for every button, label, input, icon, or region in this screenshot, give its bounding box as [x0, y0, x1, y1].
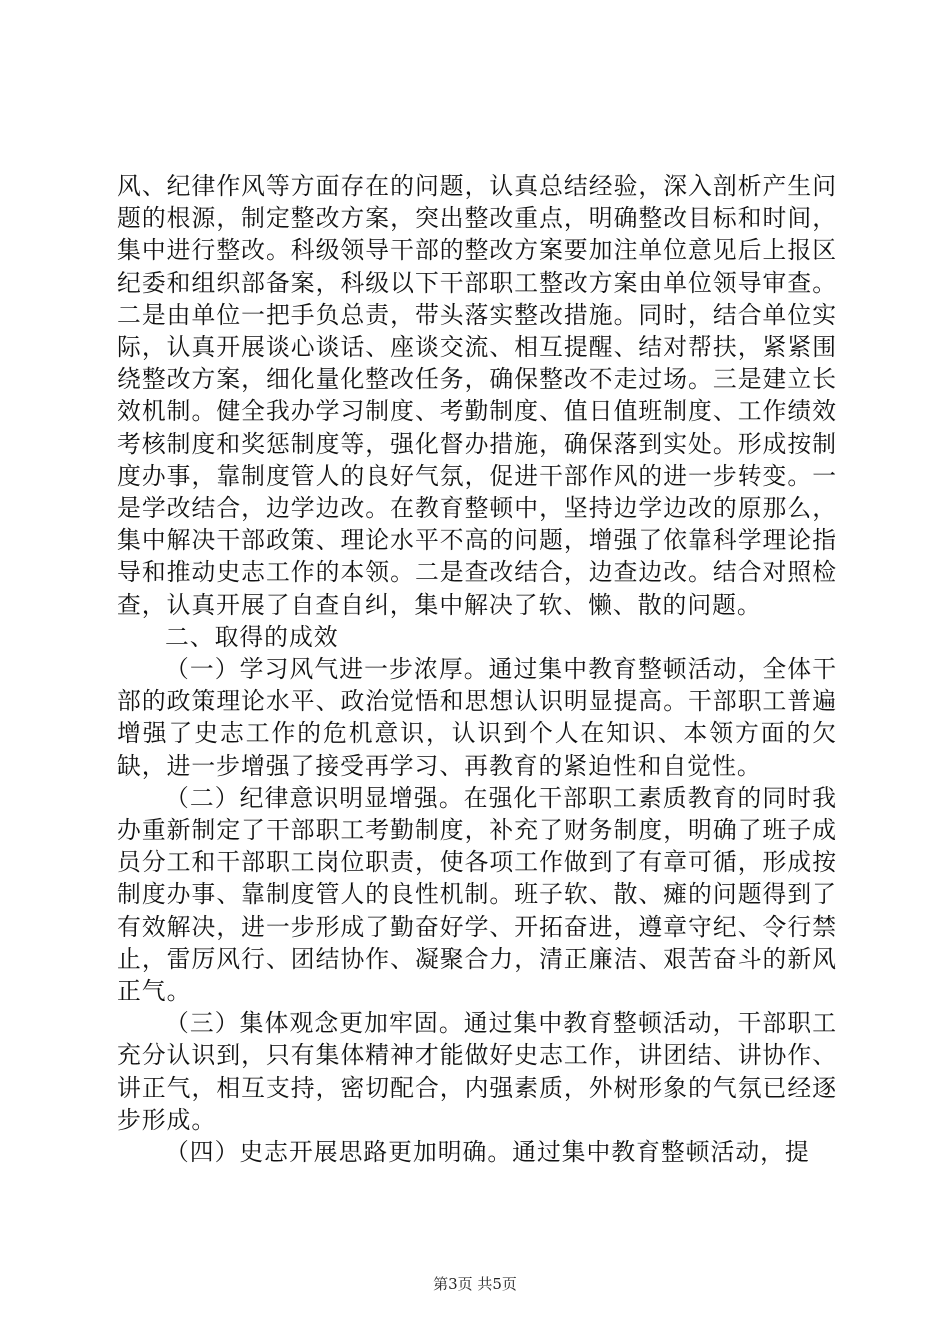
page-number-footer: 第3页 共5页: [433, 1275, 517, 1293]
document-body: [117, 170, 837, 1168]
paragraph-item-1: （一）学习风气进一步浓厚。通过集中教育整顿活动，全体干部的政策理论水平、政治觉悟和思想认识明显提高。干部职工普遍增强了史志工作的危机意识，认识到个人在知识、本领方面的欠缺，进一步增强了接受再学习、再教育的紧迫性和自觉性。: [117, 655, 837, 780]
paragraph-item-2: （二）纪律意识明显增强。在强化干部职工素质教育的同时我办重新制定了干部职工考勤制度，补充了财务制度，明确了班子成员分工和干部职工岗位职责，使各项工作做到了有章可循，形成按制度办事、靠制度管人的良性机制。班子软、散、瘫的问题得到了有效解决，进一步形成了勤奋好学、开拓奋进，遵章守纪、令行禁止，雷厉风行、团结协作、凝聚合力，清正廉洁、艰苦奋斗的新风正气。: [117, 783, 837, 1006]
paragraph-continuation: 风、纪律作风等方面存在的问题，认真总结经验，深入剖析产生问题的根源，制定整改方案，突出整改重点，明确整改目标和时间，集中进行整改。科级领导干部的整改方案要加注单位意见后上报区纪委和组织部备案，科级以下干部职工整改方案由单位领导审查。二是由单位一把手负总责，带头落实整改措施。同时，结合单位实际，认真开展谈心谈话、座谈交流、相互提醒、结对帮扶，紧紧围绕整改方案，细化量化整改任务，确保整改不走过场。三是建立长效机制。健全我办学习制度、考勤制度、值日值班制度、工作绩效考核制度和奖惩制度等，强化督办措施，确保落到实处。形成按制度办事，靠制度管人的良好气氛，促进干部作风的进一步转变。一是学改结合，边学边改。在教育整顿中，坚持边学边改的原那么，集中解决干部政策、理论水平不高的问题，增强了依靠科学理论指导和推动史志工作的本领。二是查改结合，边查边改。结合对照检查，认真开展了自查自纠，集中解决了软、懒、散的问题。: [117, 172, 837, 619]
paragraph-item-4: （四）史志开展思路更加明确。通过集中教育整顿活动，提: [165, 1138, 810, 1167]
section-heading: 二、取得的成效: [165, 622, 339, 651]
paragraph-item-3: （三）集体观念更加牢固。通过集中教育整顿活动，干部职工充分认识到，只有集体精神才能做好史志工作，讲团结、讲协作、讲正气，相互支持，密切配合，内强素质，外树形象的气氛已经逐步形成。: [117, 1009, 837, 1134]
